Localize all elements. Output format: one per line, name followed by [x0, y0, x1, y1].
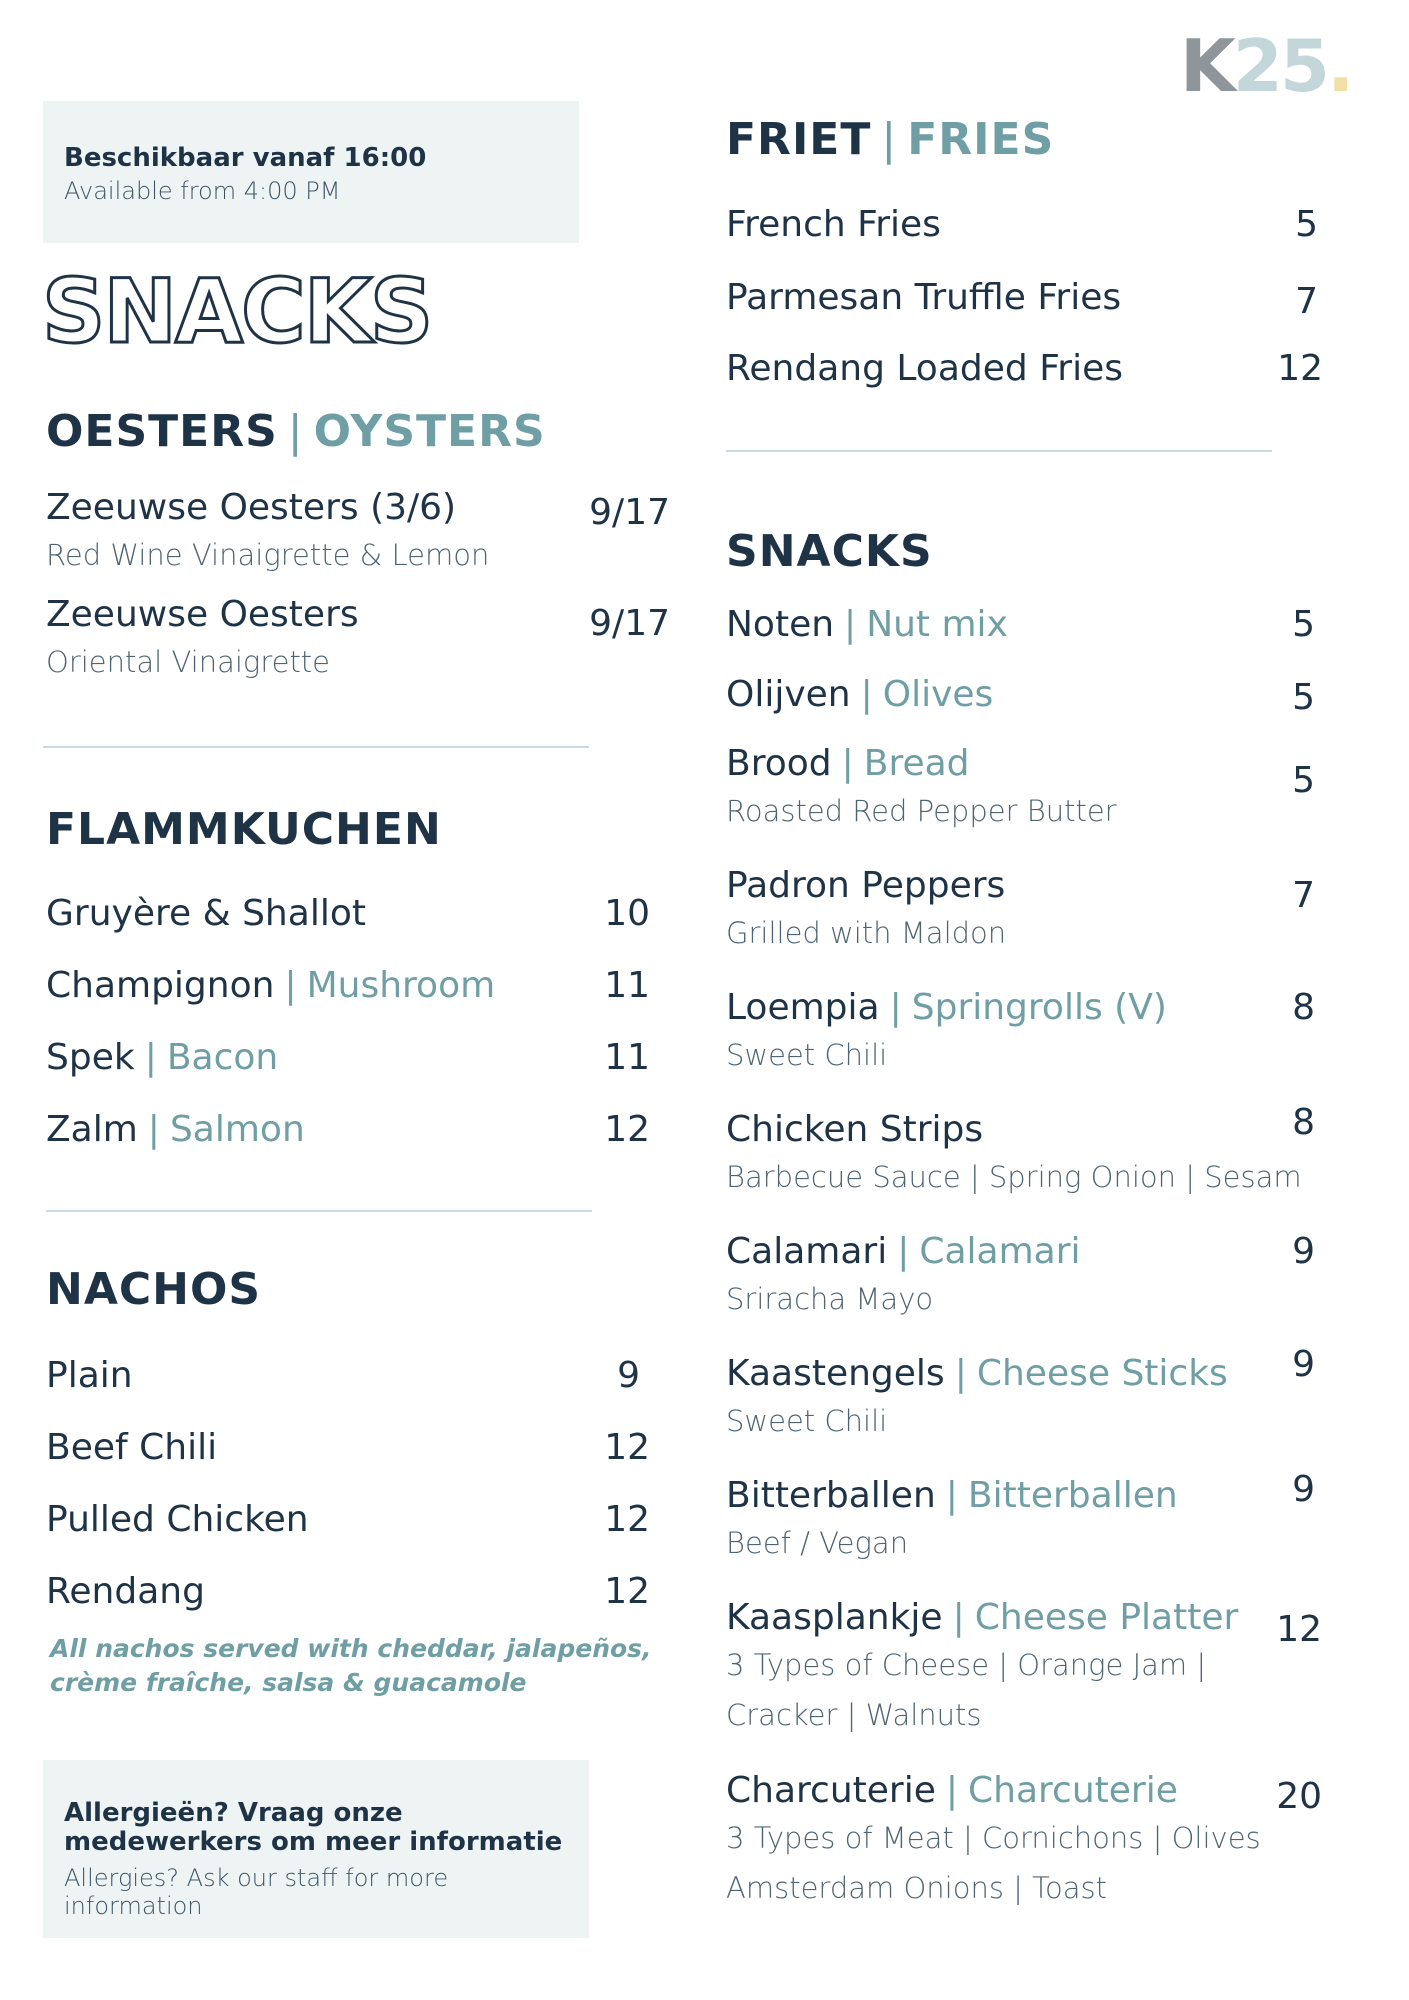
- snack-price: 7: [1292, 875, 1315, 916]
- allergies-box: [43, 1760, 589, 1938]
- item-name-nl: Chicken Strips: [726, 1109, 984, 1150]
- separator: |: [945, 1770, 958, 1811]
- k25-logo: [1180, 24, 1352, 108]
- separator: |: [954, 1353, 967, 1394]
- snack-description: 3 Types of Cheese | Orange Jam |: [726, 1648, 1207, 1682]
- item-name-en: Charcuterie: [968, 1770, 1178, 1811]
- item-name-en: Nut mix: [866, 604, 1008, 645]
- snack-price: 8: [1292, 1102, 1315, 1143]
- item-name-en: Bitterballen: [967, 1475, 1178, 1516]
- snack-description: Grilled with Maldon: [726, 916, 1007, 950]
- nachos-price: 12: [604, 1571, 650, 1612]
- item-name-nl: Padron Peppers: [726, 865, 1006, 906]
- item-name-nl: Charcuterie: [726, 1770, 936, 1811]
- snack-description: Roasted Red Pepper Butter: [726, 794, 1117, 828]
- oyster-item-price: 9/17: [589, 492, 670, 533]
- snack-price: 9: [1292, 1469, 1315, 1510]
- oyster-item-name: Zeeuwse Oesters: [46, 594, 359, 635]
- oyster-item-sub: Red Wine Vinaigrette & Lemon: [46, 538, 490, 572]
- snack-price: 5: [1292, 604, 1315, 645]
- snack-price: 9: [1292, 1231, 1315, 1272]
- item-name-en: Salmon: [169, 1109, 305, 1150]
- divider: [46, 1210, 592, 1212]
- nachos-price: 12: [604, 1499, 650, 1540]
- divider: [726, 450, 1272, 452]
- oysters-title: [46, 406, 546, 457]
- separator: |: [897, 1231, 910, 1272]
- title-separator: |: [287, 406, 304, 457]
- snack-item: [726, 1353, 1228, 1394]
- nachos-item: Beef Chili: [46, 1427, 218, 1468]
- snack-item: [726, 1597, 1239, 1638]
- snack-item: [726, 987, 1167, 1028]
- item-name-nl: Champignon: [46, 965, 275, 1006]
- nachos-item: Plain: [46, 1355, 133, 1396]
- item-name-nl: Noten: [726, 604, 835, 645]
- flammkuchen-price: 10: [604, 893, 650, 934]
- availability-box: [43, 101, 579, 243]
- flammkuchen-item: [46, 1037, 279, 1078]
- separator: |: [844, 604, 857, 645]
- item-name-en: Cheese Platter: [974, 1597, 1239, 1638]
- snack-description: Cracker | Walnuts: [726, 1698, 982, 1732]
- logo-number: 25: [1232, 24, 1327, 108]
- oyster-item-sub: Oriental Vinaigrette: [46, 645, 331, 679]
- item-name-nl: Loempia: [726, 987, 880, 1028]
- snack-item: [726, 865, 1006, 906]
- fries-price: 7: [1295, 281, 1318, 322]
- fries-price: 12: [1277, 348, 1323, 389]
- snack-item: [726, 743, 970, 784]
- item-name-nl: Brood: [726, 743, 832, 784]
- item-name-nl: Kaastengels: [726, 1353, 945, 1394]
- snack-price: 5: [1292, 760, 1315, 801]
- item-name-en: Mushroom: [306, 965, 496, 1006]
- snack-description: Beef / Vegan: [726, 1526, 909, 1560]
- snack-description: Amsterdam Onions | Toast: [726, 1871, 1107, 1905]
- snack-item: [726, 1109, 984, 1150]
- separator: |: [889, 987, 902, 1028]
- flammkuchen-price: 12: [604, 1109, 650, 1150]
- nachos-note-line: All nachos served with cheddar, jalapeños,: [50, 1634, 652, 1663]
- allergies-nl-line1: Allergieën? Vraag onze: [64, 1798, 403, 1828]
- snack-price: 5: [1292, 677, 1315, 718]
- flammkuchen-item: [46, 965, 496, 1006]
- nachos-item: Rendang: [46, 1571, 205, 1612]
- snack-price: 8: [1292, 987, 1315, 1028]
- snack-price: 9: [1292, 1344, 1315, 1385]
- separator: |: [144, 1037, 157, 1078]
- fries-price: 5: [1295, 204, 1318, 245]
- flammkuchen-price: 11: [604, 965, 650, 1006]
- item-name-nl: Calamari: [726, 1231, 888, 1272]
- snack-price: 20: [1276, 1776, 1322, 1817]
- snack-item: [726, 1770, 1178, 1811]
- oyster-item-price: 9/17: [589, 603, 670, 644]
- snack-description: Sweet Chili: [726, 1038, 888, 1072]
- fries-title-en: FRIES: [907, 114, 1055, 165]
- item-name-nl: Kaasplankje: [726, 1597, 943, 1638]
- item-name-nl: Bitterballen: [726, 1475, 936, 1516]
- item-name-nl: Spek: [46, 1037, 135, 1078]
- separator: |: [952, 1597, 965, 1638]
- nachos-price: 12: [604, 1427, 650, 1468]
- availability-nl: Beschikbaar vanaf 16:00: [64, 143, 427, 173]
- divider: [43, 746, 589, 748]
- availability-en: Available from 4:00 PM: [64, 177, 341, 205]
- snack-description: Barbecue Sauce | Spring Onion | Sesam: [726, 1160, 1302, 1194]
- snack-item: [726, 604, 1008, 645]
- oysters-title-en: OYSTERS: [313, 406, 546, 457]
- item-name-nl: Olijven: [726, 674, 851, 715]
- allergies-en: Allergies? Ask our staff for more information: [64, 1864, 449, 1920]
- item-name-nl: Zalm: [46, 1109, 138, 1150]
- nachos-note: [50, 1632, 652, 1700]
- separator: |: [945, 1475, 958, 1516]
- nachos-title: NACHOS: [46, 1264, 262, 1315]
- snack-item: [726, 1475, 1178, 1516]
- flammkuchen-title: FLAMMKUCHEN: [46, 804, 442, 855]
- fries-title-nl: FRIET: [726, 114, 872, 165]
- flammkuchen-price: 11: [604, 1037, 650, 1078]
- nachos-price: 9: [617, 1355, 640, 1396]
- item-name-en: Calamari: [919, 1231, 1081, 1272]
- snack-description: Sweet Chili: [726, 1404, 888, 1438]
- item-name-en: Cheese Sticks: [976, 1353, 1228, 1394]
- nachos-item: Pulled Chicken: [46, 1499, 309, 1540]
- flammkuchen-item: [46, 1109, 305, 1150]
- item-name-en: Bread: [863, 743, 970, 784]
- snack-description: 3 Types of Meat | Cornichons | Olives: [726, 1821, 1261, 1855]
- snack-item: [726, 674, 994, 715]
- item-name-en: Springrolls (V): [911, 987, 1167, 1028]
- fries-item: Parmesan Truffle Fries: [726, 277, 1122, 318]
- item-name-nl: Gruyère & Shallot: [46, 893, 366, 934]
- nachos-note-line: crème fraîche, salsa & guacamole: [50, 1668, 527, 1697]
- separator: |: [284, 965, 297, 1006]
- separator: |: [147, 1109, 160, 1150]
- separator: |: [860, 674, 873, 715]
- oysters-title-nl: OESTERS: [46, 406, 278, 457]
- logo-dot: .: [1327, 24, 1352, 108]
- fries-item: French Fries: [726, 204, 941, 245]
- item-name-en: Bacon: [166, 1037, 279, 1078]
- snack-description: Sriracha Mayo: [726, 1282, 934, 1316]
- flammkuchen-item: [46, 893, 366, 934]
- separator: |: [841, 743, 854, 784]
- fries-item: Rendang Loaded Fries: [726, 348, 1123, 389]
- oyster-item-name: Zeeuwse Oesters (3/6): [46, 487, 457, 528]
- snack-item: [726, 1231, 1081, 1272]
- page-title: SNACKS: [42, 260, 432, 363]
- snacks-title: SNACKS: [726, 526, 933, 577]
- allergies-nl-line2: medewerkers om meer informatie: [64, 1827, 563, 1857]
- title-separator: |: [881, 114, 898, 165]
- snack-price: 12: [1276, 1609, 1322, 1650]
- logo-k: K: [1180, 24, 1233, 108]
- fries-title: [726, 114, 1055, 165]
- item-name-en: Olives: [882, 674, 994, 715]
